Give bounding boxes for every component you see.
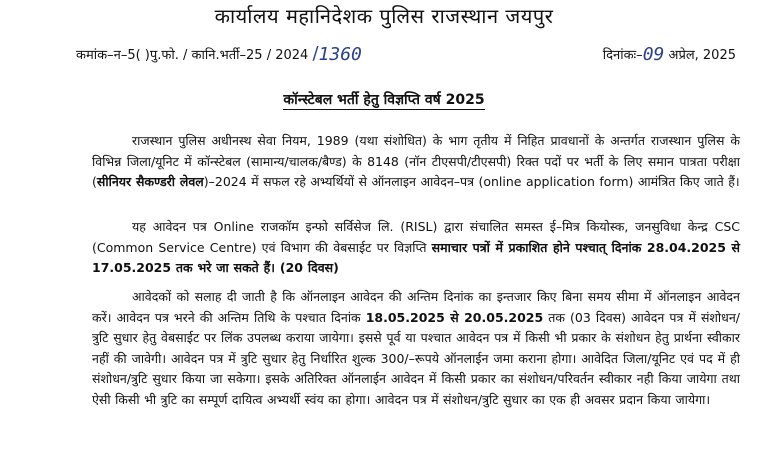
handwritten-slash: / [312,43,319,64]
paragraph-3-bold: 18.05.2025 से 20.05.2025 [365,309,544,325]
reference-number [76,43,362,64]
paragraph-1 [92,131,740,193]
notice-title-text: कॉन्स्टेबल भर्ती हेतु विज्ञप्ति वर्ष 2025 [283,92,485,108]
office-header: कार्यालय महानिदेशक पुलिस राजस्थान जयपुर [214,4,554,28]
paragraph-3 [92,287,740,410]
paragraph-2-bold: समाचार पत्रों में प्रकाशित होने पश्चात् दिनांक 28.04.2025 से 17.05.2025 तक भरे जा सकते हैं। (20 दिवस) [92,239,740,275]
date-month-year: अप्रेल, 2025 [664,48,736,63]
paragraph-1-text-c: )–2024 में सफल रहे अभ्यर्थियों से ऑनलाइन आवेदन–पत्र (online application form) आमंत्रित किए जाते हैं। [203,174,740,189]
paragraph-3-text-c: तक (03 दिवस) आवेदन पत्र में संशोधन/त्रुटि सुधार हेतु वेबसाईट पर लिंक उपलब्ध कराया जायेगा। इससे पूर्व या पश्चात आवेदन पत्र में किसी भी प्रकार के संशोधन हेतु प्रार्थना स्वीकार नहीं की जावेगी। आवेदन पत्र में त्रुटि सुधार हेतु निर्धारित शुल्क 300/–रूपये ऑनलाईन जमा कराना होगा। आवेदित जिला/यूनिट एवं पद में ही संशोधन/त्रुटि सुधार किया जा सकेगा। इसके अतिरिक्त ऑनलाईन आवेदन में किसी प्रकार का संशोधन/परिवर्तन स्वीकार नही किया जायेगा तथा ऐसी किसी भी त्रुटि का सम्पूर्ण दायित्व अभ्यर्थी स्वंय का होगा। आवेदन पत्र में संशोधन/त्रुटि सुधार का एक ही अवसर प्रदान किया जायेगा। [92,309,740,407]
paragraph-2-text-a: यह आवेदन पत्र Online राजकॉम इन्फो सर्विसेज लि. (RISL) द्वारा संचालित समस्त ई–मित्र कियोस्क, जनसुविधा केन्द्र CSC (Common Service Centre) एवं विभाग की वेबसाईट पर विज्ञप्ति [92,219,740,255]
paragraph-1-text-a: राजस्थान पुलिस अधीनस्थ सेवा नियम, 1989 (यथा संशोधित) के भाग तृतीय में निहित प्रावधानों के अन्तर्गत राजस्थान पुलिस के विभिन्न जिला/यूनिट में कॉन्स्टेबल (सामान्य/चालक/बैण्ड) के 8148 (नॉन टीएसपी/टीएसपी) रिक्त पदों पर भर्ती के लिए समान पात्रता परीक्षा ( [92,133,740,189]
notice-title [0,89,768,109]
document-date [603,43,736,64]
paragraph-2 [92,217,740,279]
handwritten-date-day: 09 [642,44,665,65]
paragraph-3-text-a: आवेदकों को सलाह दी जाती है कि ऑनलाइन आवेदन की अन्तिम दिनांक का इन्तजार किए बिना समय सीमा में ऑनलाइन आवेदन करें। आवेदन पत्र भरने की अन्तिम तिथि के पश्चात दिनांक [92,289,740,325]
reference-prefix: कमांक–न–5( )पु.फो. / कानि.भर्ती–25 / 2024 [76,48,309,63]
reference-line [76,40,736,65]
date-label: दिनांकः– [602,48,643,63]
paragraph-1-bold: सीनियर सैकण्डरी लेवल [96,174,204,189]
handwritten-dispatch-number: 1360 [318,44,362,65]
